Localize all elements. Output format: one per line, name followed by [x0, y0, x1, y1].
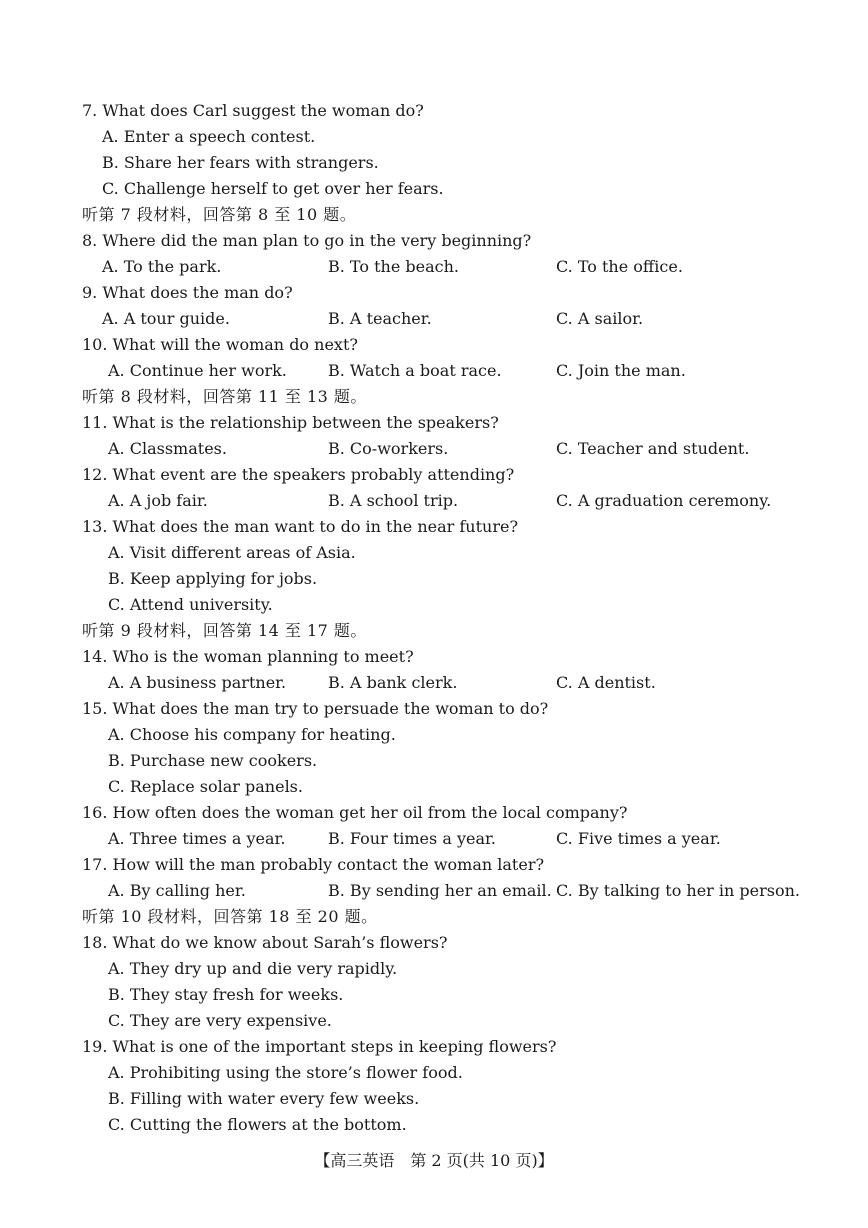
question-17-stem: 17. How will the man probably contact the woman later?: [82, 855, 545, 874]
question-13-option-c: C. Attend university.: [108, 595, 273, 614]
question-8-option-a: A. To the park.: [102, 257, 222, 276]
section-10-instruction: 听第 10 段材料，回答第 18 至 20 题。: [82, 907, 378, 926]
question-8-stem: 8. Where did the man plan to go in the very beginning?: [82, 231, 532, 250]
question-7-option-a: A. Enter a speech contest.: [102, 127, 316, 146]
question-10-option-b: B. Watch a boat race.: [328, 361, 502, 380]
question-19-option-a: A. Prohibiting using the store’s flower food.: [108, 1063, 463, 1082]
question-12-option-c: C. A graduation ceremony.: [556, 491, 772, 510]
question-16-option-a: A. Three times a year.: [108, 829, 286, 848]
question-18-option-c: C. They are very expensive.: [108, 1011, 332, 1030]
question-11-option-c: C. Teacher and student.: [556, 439, 750, 458]
question-13-option-b: B. Keep applying for jobs.: [108, 569, 318, 588]
question-11-option-a: A. Classmates.: [108, 439, 227, 458]
question-13-stem: 13. What does the man want to do in the near future?: [82, 517, 519, 536]
question-8-option-b: B. To the beach.: [328, 257, 459, 276]
question-12-option-a: A. A job fair.: [108, 491, 208, 510]
question-19-option-c: C. Cutting the flowers at the bottom.: [108, 1115, 407, 1134]
question-13-option-a: A. Visit different areas of Asia.: [108, 543, 356, 562]
question-15-option-b: B. Purchase new cookers.: [108, 751, 318, 770]
question-14-option-a: A. A business partner.: [108, 673, 287, 692]
page-footer: 【高三英语 第 2 页(共 10 页)】: [314, 1151, 554, 1170]
question-18-option-a: A. They dry up and die very rapidly.: [108, 959, 398, 978]
question-7-option-b: B. Share her fears with strangers.: [102, 153, 379, 172]
question-14-option-b: B. A bank clerk.: [328, 673, 458, 692]
question-12-option-b: B. A school trip.: [328, 491, 459, 510]
section-7-instruction: 听第 7 段材料，回答第 8 至 10 题。: [82, 205, 357, 224]
question-11-option-b: B. Co-workers.: [328, 439, 449, 458]
question-10-option-a: A. Continue her work.: [108, 361, 287, 380]
question-15-option-c: C. Replace solar panels.: [108, 777, 303, 796]
question-16-option-c: C. Five times a year.: [556, 829, 721, 848]
question-9-stem: 9. What does the man do?: [82, 283, 293, 302]
question-12-stem: 12. What event are the speakers probably attending?: [82, 465, 515, 484]
question-11-stem: 11. What is the relationship between the speakers?: [82, 413, 499, 432]
question-17-option-c: C. By talking to her in person.: [556, 881, 801, 900]
question-15-stem: 15. What does the man try to persuade the woman to do?: [82, 699, 549, 718]
question-7-option-c: C. Challenge herself to get over her fears.: [102, 179, 444, 198]
question-9-option-a: A. A tour guide.: [102, 309, 230, 328]
question-16-option-b: B. Four times a year.: [328, 829, 496, 848]
section-9-instruction: 听第 9 段材料，回答第 14 至 17 题。: [82, 621, 367, 640]
question-18-stem: 18. What do we know about Sarah’s flowers?: [82, 933, 448, 952]
question-17-option-b: B. By sending her an email.: [328, 881, 552, 900]
question-7-stem: 7. What does Carl suggest the woman do?: [82, 101, 424, 120]
question-14-option-c: C. A dentist.: [556, 673, 656, 692]
question-19-option-b: B. Filling with water every few weeks.: [108, 1089, 420, 1108]
question-18-option-b: B. They stay fresh for weeks.: [108, 985, 344, 1004]
question-9-option-b: B. A teacher.: [328, 309, 432, 328]
question-14-stem: 14. Who is the woman planning to meet?: [82, 647, 414, 666]
question-17-option-a: A. By calling her.: [108, 881, 246, 900]
question-15-option-a: A. Choose his company for heating.: [108, 725, 396, 744]
question-19-stem: 19. What is one of the important steps in keeping flowers?: [82, 1037, 557, 1056]
question-8-option-c: C. To the office.: [556, 257, 683, 276]
question-16-stem: 16. How often does the woman get her oil from the local company?: [82, 803, 628, 822]
question-10-stem: 10. What will the woman do next?: [82, 335, 358, 354]
question-10-option-c: C. Join the man.: [556, 361, 686, 380]
question-9-option-c: C. A sailor.: [556, 309, 644, 328]
section-8-instruction: 听第 8 段材料，回答第 11 至 13 题。: [82, 387, 367, 406]
